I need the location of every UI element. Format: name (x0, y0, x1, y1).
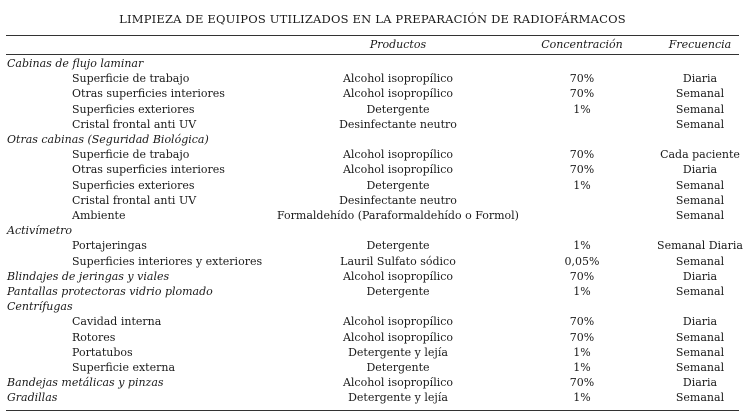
bottom-rule (6, 410, 739, 411)
product-cell: Alcohol isopropílico (342, 315, 454, 329)
concentration-cell: 70% (569, 87, 595, 101)
product-cell: Desinfectante neutro (339, 117, 457, 131)
category-row (0, 375, 745, 390)
product-cell: Detergente (366, 285, 430, 298)
table-row (0, 238, 745, 253)
frequency-cell: Semanal (675, 330, 725, 344)
item-label: Superficie de trabajo (72, 72, 190, 86)
item-label: Otras superficies interiores (72, 163, 225, 177)
frequency-cell: Semanal (675, 193, 725, 207)
frequency-cell: Semanal (675, 178, 725, 192)
product-cell: Alcohol isopropílico (342, 376, 454, 390)
frequency-cell: Diaria (682, 269, 718, 283)
concentration-cell: 1% (573, 239, 591, 253)
item-label: Cristal frontal anti UV (72, 117, 197, 131)
header-concentracion: Concentración (541, 38, 623, 51)
table-row (0, 193, 745, 208)
product-cell: Alcohol isopropílico (342, 87, 454, 101)
header-frecuencia: Frecuencia (668, 38, 732, 51)
frequency-cell: Semanal (675, 254, 725, 268)
frequency-cell: Semanal (675, 391, 725, 405)
product-cell: Formaldehído (Paraformaldehído o Formol) (277, 209, 519, 222)
table-row (0, 178, 745, 193)
frequency-cell: Semanal (675, 102, 725, 116)
frequency-cell: Diaria (682, 72, 718, 86)
concentration-cell: 1% (573, 391, 591, 405)
table-row (0, 345, 745, 360)
category-label: Pantallas protectoras vidrio plomado (7, 285, 213, 298)
concentration-cell: 1% (573, 345, 591, 359)
product-cell: Detergente (366, 239, 430, 253)
category-label: Activímetro (7, 224, 73, 238)
product-cell: Alcohol isopropílico (342, 148, 454, 162)
frequency-cell: Diaria (682, 315, 718, 329)
concentration-cell: 70% (569, 315, 595, 329)
table-row (0, 117, 745, 132)
frequency-cell: Diaria (682, 163, 718, 177)
concentration-cell: 70% (569, 72, 595, 86)
category-label: Otras cabinas (Seguridad Biológica) (7, 133, 209, 146)
category-row (0, 299, 745, 314)
table-title: LIMPIEZA DE EQUIPOS UTILIZADOS EN LA PREPARACIÓN DE RADIOFÁRMACOS (119, 12, 626, 26)
concentration-cell: 70% (569, 330, 595, 344)
product-cell: Detergente (366, 178, 430, 192)
table-row (0, 147, 745, 162)
concentration-cell: 1% (573, 285, 591, 298)
item-label: Portajeringas (72, 239, 147, 253)
category-label: Bandejas metálicas y pinzas (7, 376, 164, 390)
product-cell: Alcohol isopropílico (342, 163, 454, 177)
concentration-cell: 70% (569, 376, 595, 390)
item-label: Cristal frontal anti UV (72, 193, 197, 207)
category-row (0, 132, 745, 147)
frequency-cell: Diaria (682, 376, 718, 390)
table-row (0, 86, 745, 101)
item-label: Superficie externa (72, 361, 175, 374)
product-cell: Alcohol isopropílico (342, 330, 454, 344)
concentration-cell: 0,05% (564, 254, 600, 268)
category-label: Centrífugas (7, 300, 73, 314)
concentration-cell: 70% (569, 269, 595, 283)
concentration-cell: 1% (573, 102, 591, 116)
category-row (0, 284, 745, 299)
product-cell: Detergente y lejía (348, 345, 448, 359)
product-cell: Detergente (366, 102, 430, 116)
top-rule (6, 35, 739, 36)
item-label: Portatubos (72, 345, 133, 359)
table-row (0, 162, 745, 177)
product-cell: Detergente (366, 361, 430, 374)
item-label: Otras superficies interiores (72, 87, 225, 101)
category-row (0, 390, 745, 405)
table-row (0, 208, 745, 223)
concentration-cell: 70% (569, 163, 595, 177)
frequency-cell: Cada paciente (660, 148, 740, 162)
frequency-cell: Semanal (675, 361, 725, 374)
concentration-cell: 1% (573, 178, 591, 192)
category-row (0, 269, 745, 284)
table-row (0, 102, 745, 117)
frequency-cell: Semanal (675, 117, 725, 131)
concentration-cell: 1% (573, 361, 591, 374)
category-label: Blindajes de jeringas y viales (7, 269, 170, 283)
item-label: Superficies exteriores (72, 102, 195, 116)
product-cell: Desinfectante neutro (339, 193, 457, 207)
item-label: Superficies exteriores (72, 178, 195, 192)
item-label: Ambiente (72, 209, 126, 222)
category-label: Gradillas (7, 391, 58, 405)
product-cell: Alcohol isopropílico (342, 269, 454, 283)
product-cell: Alcohol isopropílico (342, 72, 454, 86)
frequency-cell: Semanal (675, 209, 725, 222)
item-label: Cavidad interna (72, 315, 162, 329)
table-row (0, 254, 745, 269)
header-rule (6, 54, 739, 55)
category-label: Cabinas de flujo laminar (7, 57, 144, 70)
category-row (0, 56, 745, 71)
frequency-cell: Semanal (675, 345, 725, 359)
frequency-cell: Semanal (675, 285, 725, 298)
product-cell: Lauril Sulfato sódico (340, 254, 456, 268)
frequency-cell: Semanal Diaria (657, 239, 743, 253)
concentration-cell: 70% (569, 148, 595, 162)
item-label: Superficie de trabajo (72, 148, 190, 162)
table-row (0, 360, 745, 375)
table-row (0, 314, 745, 329)
item-label: Rotores (72, 330, 116, 344)
table-row (0, 71, 745, 86)
frequency-cell: Semanal (675, 87, 725, 101)
category-row (0, 223, 745, 238)
table-row (0, 330, 745, 345)
item-label: Superficies interiores y exteriores (72, 254, 263, 268)
product-cell: Detergente y lejía (348, 391, 448, 405)
header-productos: Productos (369, 38, 427, 51)
